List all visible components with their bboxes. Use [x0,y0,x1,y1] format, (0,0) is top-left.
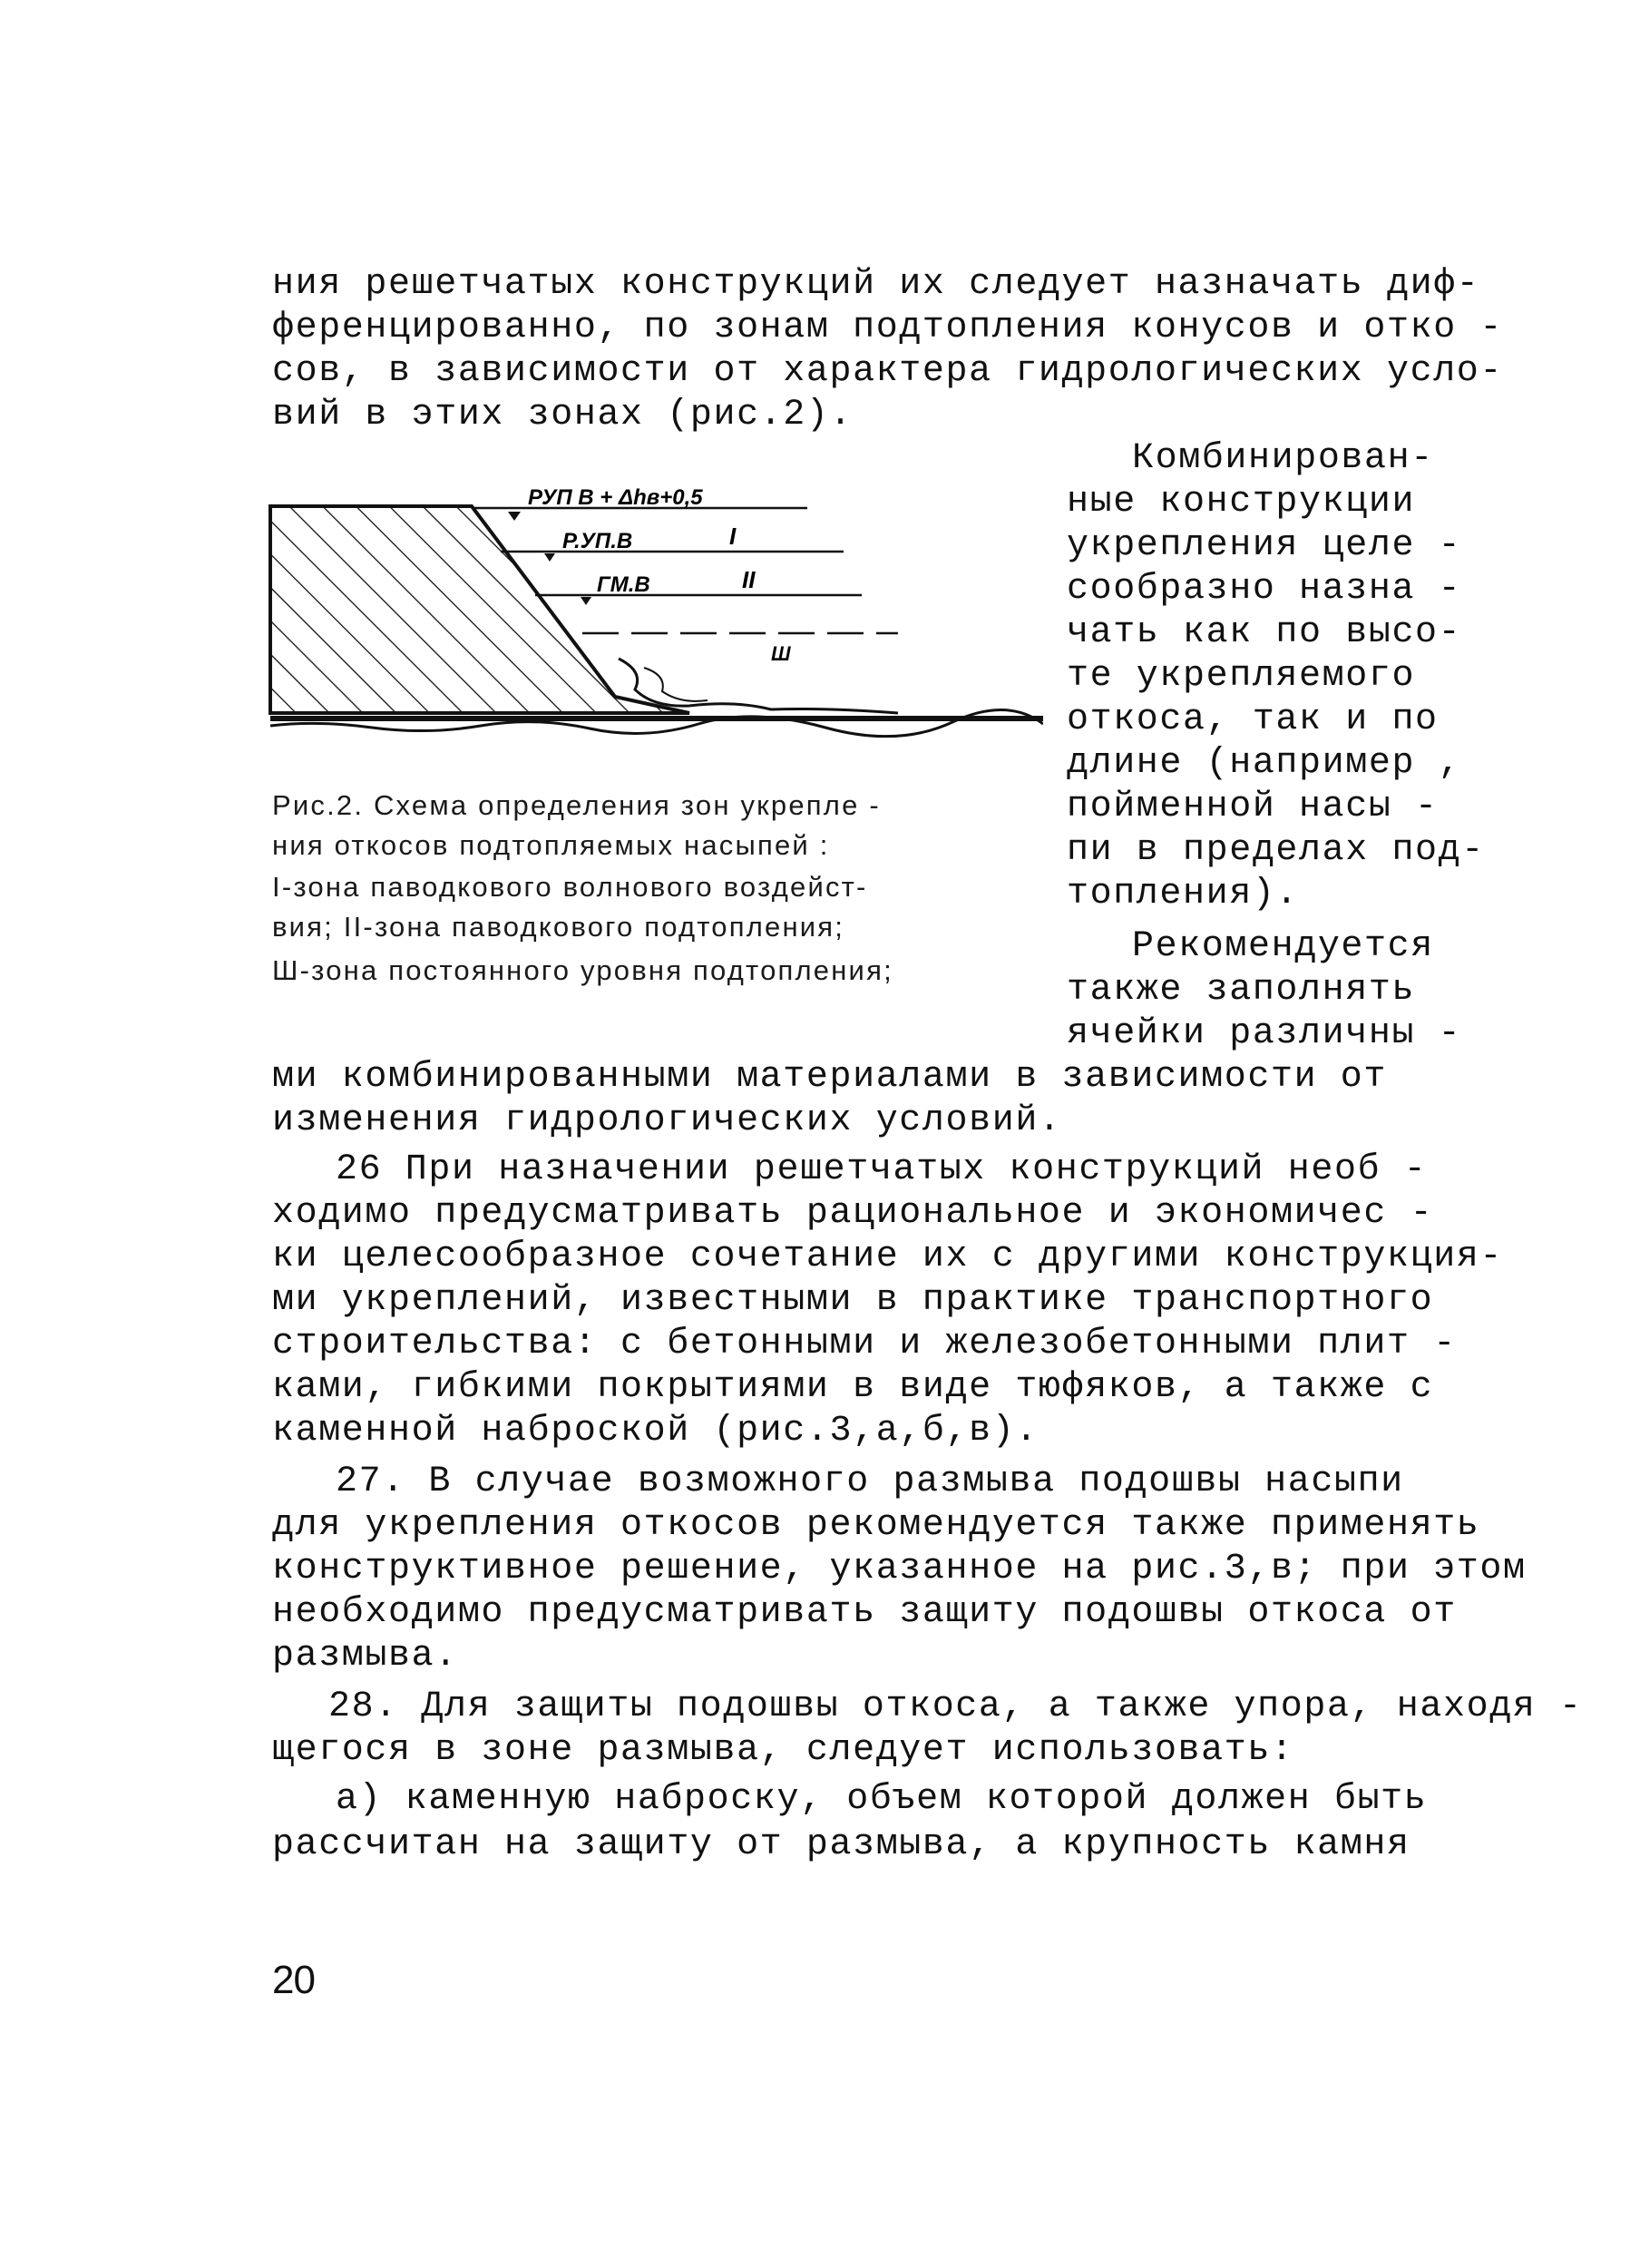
zone-label-2: II [742,566,756,593]
text-line: пи в пределах под- [1067,830,1485,871]
text-line: 27. В случае возможного размыва подошвы насыпи [336,1461,1404,1502]
text-line: пойменной насы - [1067,787,1439,827]
text-line: укрепления целе - [1067,525,1462,566]
text-line: щегося в зоне размыва, следует использовать: [272,1730,1294,1771]
level-marker-icon [508,512,521,521]
text-line: Рекомендуется [1132,926,1434,967]
text-line: 26 При назначении решетчатых конструкций необ - [336,1149,1428,1190]
text-line: конструктивное решение, указанное на рис.3,в; при этом [272,1549,1527,1589]
text-line: сообразно назна - [1067,569,1462,610]
text-line: ные конструкции [1067,482,1416,523]
text-line: также заполнять [1067,970,1416,1011]
text-line: длине (например , [1067,743,1462,784]
level-label-2: Р.УП.В [562,529,633,553]
text-line: чать как по высо- [1067,612,1462,653]
text-line: ками, гибкими покрытиями в виде тюфяков, а также с [272,1367,1434,1408]
text-line: а) каменную наброску, объем которой должен быть [336,1779,1428,1820]
text-line: те укрепляемого [1067,656,1416,697]
text-line: сов, в зависимости от характера гидрологических усло- [272,351,1504,392]
text-line: ки целесообразное сочетание их с другими конструкция- [272,1237,1504,1277]
figure-caption-line: вия; II-зона паводкового подтопления; [272,911,845,943]
level-marker-icon [581,597,591,605]
text-line: ми комбинированными материалами в зависимости от [272,1057,1387,1098]
text-line: каменной наброской (рис.3,а,б,в). [272,1411,1039,1452]
level-label-3: ГМ.В [597,572,650,597]
text-line: вий в этих зонах (рис.2). [272,395,854,435]
text-line: Комбинирован- [1132,438,1434,479]
figure-caption-line: Ш-зона постоянного уровня подтопления; [272,954,893,986]
figure-caption-line: Рис.2. Схема определения зон укрепле - [272,789,881,821]
text-line: ми укреплений, известными в практике транспортного [272,1280,1434,1321]
zone-label-1: I [729,523,737,550]
figure-caption-line: ния откосов подтопляемых насыпей : [272,829,830,861]
zone-label-3: Ш [771,642,791,665]
text-line: изменения гидрологических условий. [272,1100,1062,1141]
text-line: размыва. [272,1636,458,1677]
text-line: ячейки различны - [1067,1013,1462,1054]
level-marker-icon [544,553,555,562]
page-number: 20 [272,1958,315,2002]
text-line: строительства: с бетонными и железобетонными плит - [272,1324,1457,1364]
figure-caption-line: I-зона паводкового волнового воздейст- [272,871,868,903]
text-line: ференцированно, по зонам подтопления конусов и отко - [272,308,1504,348]
text-line: рассчитан на защиту от размыва, а крупность камня [272,1824,1410,1865]
text-line: необходимо предусматривать защиту подошвы откоса от [272,1592,1457,1633]
embankment-zone-diagram [263,481,1043,753]
text-line: для укрепления откосов рекомендуется также применять [272,1505,1480,1546]
text-line: откоса, так и по [1067,699,1439,740]
level-label-1: РУП В + Δhв+0,5 [528,485,703,510]
text-line: топления). [1067,874,1300,914]
text-line: 28. Для защиты подошвы откоса, а также упора, находя - [328,1686,1583,1727]
text-line: ходимо предусматривать рациональное и экономичес - [272,1193,1434,1234]
text-line: ния решетчатых конструкций их следует назначать диф- [272,264,1480,305]
